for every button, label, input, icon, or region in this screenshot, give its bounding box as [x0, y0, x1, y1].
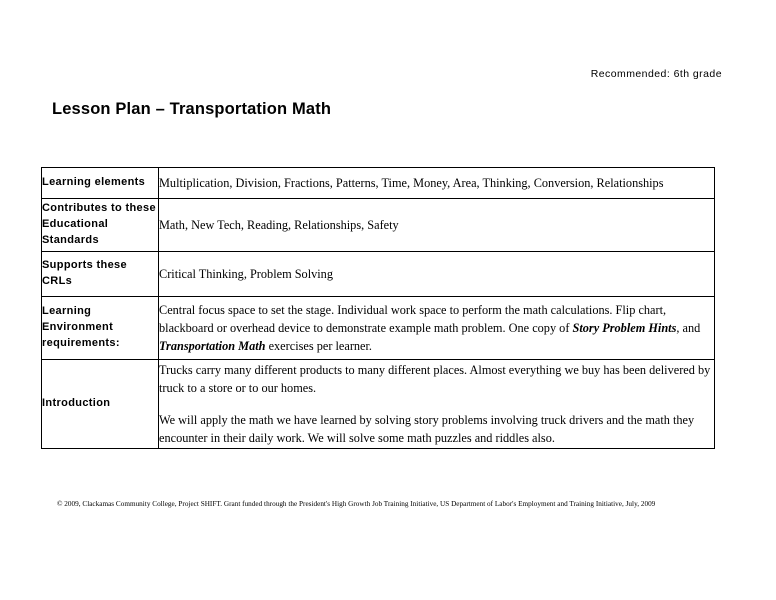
introduction-paragraph-2: We will apply the math we have learned by solving story problems involving truck drivers and the math they encounter in their daily work. We will solve some math puzzles and riddles also.	[159, 413, 695, 446]
page-title: Lesson Plan – Transportation Math	[52, 100, 332, 118]
row-label-introduction: Introduction	[42, 360, 159, 449]
table-row	[42, 168, 715, 199]
row-value-educational-standards: Math, New Tech, Reading, Relationships, Safety	[159, 199, 715, 252]
resource-title-story-problem-hints: Story Problem Hints	[572, 320, 677, 335]
row-label-learning-environment: Learning Environment requirements:	[42, 297, 159, 360]
learning-environment-paragraph	[159, 301, 714, 356]
row-label-educational-standards: Contributes to these Educational Standards	[42, 199, 159, 252]
row-label-learning-elements: Learning elements	[42, 168, 159, 199]
row-value-learning-elements: Multiplication, Division, Fractions, Patterns, Time, Money, Area, Thinking, Conversion, Relationships	[159, 168, 715, 199]
row-value-learning-environment	[159, 297, 715, 360]
learning-environment-text-3: exercises per learner.	[265, 339, 373, 354]
row-value-introduction	[159, 360, 715, 449]
row-value-supports-crls: Critical Thinking, Problem Solving	[159, 252, 715, 297]
footer-copyright: © 2009, Clackamas Community College, Project SHIFT. Grant funded through the President's High Growth Job Training Initiative, US Department of Labor's Employment and Training Initiative, July, 2009	[57, 500, 656, 508]
recommended-grade-note: Recommended: 6th grade	[590, 68, 722, 80]
resource-title-transportation-math: Transportation Math	[159, 339, 266, 354]
table-row	[42, 199, 715, 252]
table-row	[42, 252, 715, 297]
learning-environment-text-2: , and	[676, 320, 701, 335]
lesson-plan-table	[41, 167, 715, 449]
table-row	[42, 297, 715, 360]
learning-environment-text-1: Central focus space to set the stage. Individual work space to perform the math calculations. Flip chart, blackboard or overhead device to demonstrate example math problem. One copy of	[159, 302, 667, 335]
introduction-paragraph-1: Trucks carry many different products to many different places. Almost everything we buy has been delivered by truck to a store or to our homes.	[159, 362, 711, 395]
row-label-supports-crls: Supports these CRLs	[42, 252, 159, 297]
table-row	[42, 360, 715, 449]
